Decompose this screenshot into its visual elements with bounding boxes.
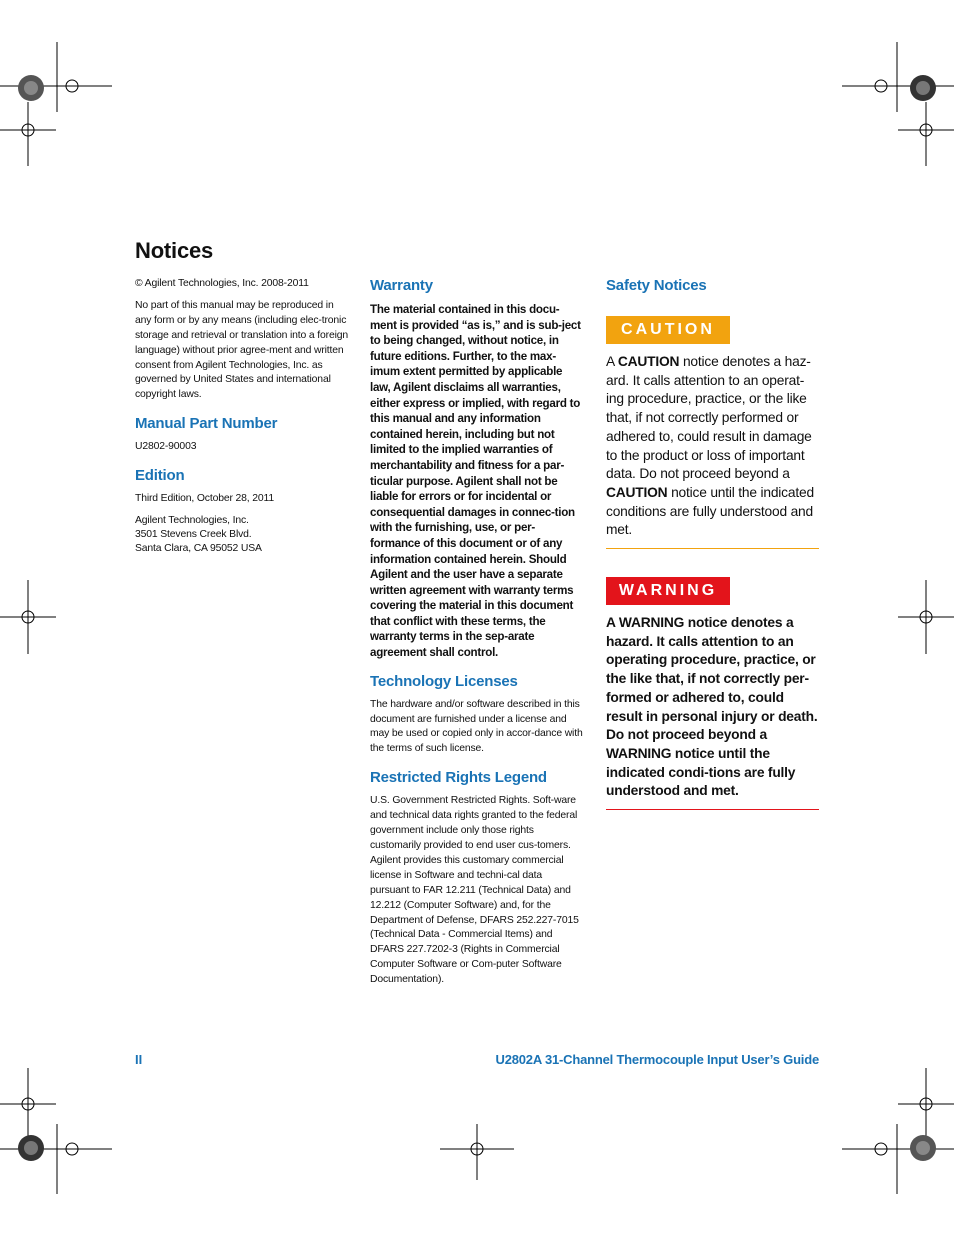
edition-value: Third Edition, October 28, 2011 bbox=[135, 493, 274, 505]
caution-label: CAUTION bbox=[606, 316, 730, 344]
caution-text bbox=[606, 353, 819, 540]
restricted-rights-text: U.S. Government Restricted Rights. Soft-ware and technical data rights granted to the federal government include only those rights customarily provided to end user cus-tomers. Agilent provides this customary commercial license in Software and techni-cal data pursuant to FAR 12.211 (Technical Data) and 12.212 (Computer Software) and, for the Department of Defense, DFARS 252.227-7015 (Technical Data - Commercial Items) and DFARS 227.7202-3 (Rights in Commercial Computer Software or Com-puter Software Documentation). bbox=[370, 795, 579, 986]
copyright-text: © Agilent Technologies, Inc. 2008-2011 bbox=[135, 278, 309, 289]
footer-page-number: II bbox=[135, 1052, 143, 1067]
restricted-rights-heading: Restricted Rights Legend bbox=[370, 769, 547, 787]
column-left bbox=[135, 277, 350, 563]
address-line-1: Agilent Technologies, Inc. bbox=[135, 515, 249, 527]
technology-licenses-text: The hardware and/or software described in this document are furnished under a license and may be used or copied only in accor-dance with the terms of such license. bbox=[370, 698, 583, 755]
technology-licenses-heading: Technology Licenses bbox=[370, 672, 518, 690]
column-right bbox=[606, 277, 819, 810]
address-block bbox=[135, 514, 350, 556]
address-line-3: Santa Clara, CA 95052 USA bbox=[135, 543, 262, 555]
warranty-text: The material contained in this docu-ment is provided “as is,” and is sub-ject to being changed, without notice, in future editions. Further, to the max-imum extent permitted by applicable law, Agilent disclaims all warranties, either express or implied, with regard to this manual and any information contained herein, including but not limited to the implied warranties of merchantability and fitness for a par-ticular purpose. Agilent shall not be liable for errors or for incidental or consequential damages in connec-tion with the furnishing, use, or per-formance of this document or of any information contained herein. Should Agilent and the user have a separate written agreement with warranty terms covering the material in this document that conflict with these terms, the warranty terms in the sep-arate agreement shall control. bbox=[370, 303, 581, 660]
page-title: Notices bbox=[135, 238, 214, 263]
caution-keyword: CAUTION bbox=[606, 484, 668, 500]
edition-heading: Edition bbox=[135, 467, 185, 485]
caution-text-part: notice denotes a haz-ard. It calls attention to an operat-ing procedure, practice, or the like that, if not correctly performed or adhered to, could result in damage to the product or loss of important data. Do not proceed beyond a bbox=[606, 354, 812, 482]
manual-part-number-value: U2802-90003 bbox=[135, 441, 197, 453]
address-line-2: 3501 Stevens Creek Blvd. bbox=[135, 529, 252, 541]
warning-label: WARNING bbox=[606, 577, 730, 605]
safety-notices-heading: Safety Notices bbox=[606, 277, 707, 294]
manual-part-number-heading: Manual Part Number bbox=[135, 415, 278, 433]
warning-text: A WARNING notice denotes a hazard. It calls attention to an operating procedure, practice, or the like that, if not correctly per-formed or adhered to, could result in personal injury or death. Do not proceed beyond a WARNING notice until the indicated condi-tions are fully understood and met. bbox=[606, 615, 818, 799]
column-middle bbox=[370, 277, 584, 995]
warranty-heading: Warranty bbox=[370, 277, 433, 294]
warning-divider bbox=[606, 809, 819, 810]
caution-keyword: CAUTION bbox=[617, 354, 680, 369]
caution-text-part: notice until the indicated conditions are fully understood and met. bbox=[606, 484, 814, 538]
reproduction-notice: No part of this manual may be reproduced in any form or by any means (including elec-tronic storage and retrieval or translation into a foreign language) without prior agree-ment and written consent from Agilent Technologies, Inc. as governed by United States and international copyright laws. bbox=[135, 299, 348, 401]
footer-guide-title: U2802A 31-Channel Thermocouple Input User’s Guide bbox=[495, 1052, 819, 1067]
caution-text-part: A bbox=[606, 354, 618, 369]
